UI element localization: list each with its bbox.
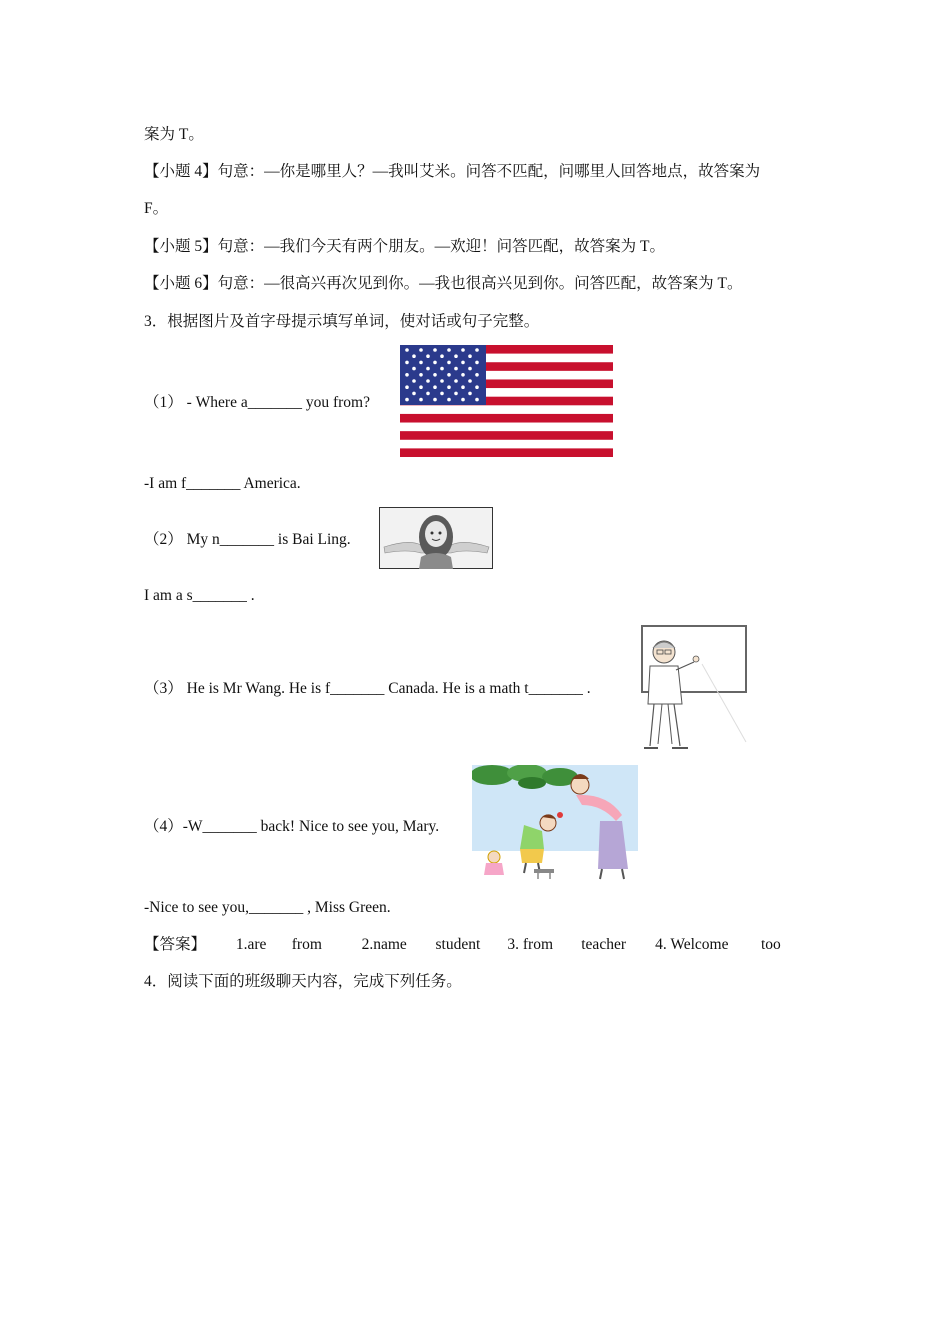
section3-heading: 3．根据图片及首字母提示填写单词，使对话或句子完整。: [144, 313, 540, 330]
item4-question: （4）-W_______ back! Nice to see you, Mary.: [144, 818, 440, 835]
flag-star: [405, 361, 409, 365]
flag-star: [447, 398, 451, 402]
flag-star: [419, 373, 423, 377]
flag-star: [433, 348, 437, 352]
answer-4: student: [435, 936, 481, 953]
flag-star: [419, 348, 423, 352]
flag-star: [440, 392, 444, 396]
answer-2: from: [291, 936, 322, 953]
flag-star: [461, 361, 465, 365]
flag-star: [440, 367, 444, 371]
answer-row: [144, 934, 791, 956]
flag-star: [412, 379, 416, 383]
flag-star: [405, 385, 409, 389]
answer-7: 4. Welcome: [655, 936, 729, 953]
flag-star: [419, 398, 423, 402]
explanation-q6: 【小题 6】句意：—很高兴再次见到你。—我也很高兴见到你。问答匹配，故答案为 T。: [144, 275, 743, 292]
flag-star: [412, 367, 416, 371]
flag-star: [468, 367, 472, 371]
flag-star: [475, 361, 479, 365]
flag-star: [454, 354, 458, 358]
flag-stripe: [400, 405, 613, 414]
explanation-q4-cont: F。: [144, 200, 169, 217]
answer-label: 【答案】: [144, 936, 207, 953]
flag-star: [405, 348, 409, 352]
section4-heading: 4．阅读下面的班级聊天内容，完成下列任务。: [144, 973, 462, 990]
flag-stripe: [400, 448, 613, 457]
flag-star: [475, 373, 479, 377]
flag-star: [433, 373, 437, 377]
explanation-q4: 【小题 4】句意：—你是哪里人？—我叫艾米。问答不匹配，问哪里人回答地点，故答案为: [144, 163, 761, 180]
flag-stripe: [400, 431, 613, 440]
flag-star: [412, 392, 416, 396]
flag-stripe: [400, 423, 613, 432]
flag-star: [461, 373, 465, 377]
flag-star: [454, 367, 458, 371]
flag-star: [433, 361, 437, 365]
flag-star: [454, 392, 458, 396]
item1-answer-line: -I am f_______ America.: [144, 475, 301, 492]
answer-3: 2.name: [361, 936, 407, 953]
flag-star: [468, 379, 472, 383]
item3-question: （3） He is Mr Wang. He is f_______ Canada. He is a math t_______ .: [144, 680, 591, 697]
flag-stripe: [400, 440, 613, 449]
flag-star: [426, 354, 430, 358]
flag-star: [447, 373, 451, 377]
flag-star: [405, 373, 409, 377]
flag-star: [475, 385, 479, 389]
explanation-q5: 【小题 5】句意：—我们今天有两个朋友。—欢迎！问答匹配，故答案为 T。: [144, 238, 665, 255]
answer-8: too: [761, 936, 781, 953]
item2-question: （2） My n_______ is Bai Ling.: [144, 531, 351, 548]
greeting-illustration: [472, 765, 638, 881]
flag-star: [405, 398, 409, 402]
answer-6: teacher: [581, 936, 626, 953]
flag-star: [468, 392, 472, 396]
flag-star: [454, 379, 458, 383]
flag-star: [419, 385, 423, 389]
item2-answer-line: I am a s_______ .: [144, 587, 255, 604]
flag-star: [475, 348, 479, 352]
flag-star: [447, 361, 451, 365]
flag-star: [412, 354, 416, 358]
flag-star: [433, 385, 437, 389]
explanation-line-1: 案为 T。: [144, 126, 204, 143]
item4-answer-line: -Nice to see you,_______ , Miss Green.: [144, 899, 391, 916]
girl-photo: [379, 507, 493, 569]
flag-star: [426, 392, 430, 396]
teacher-illustration: [640, 624, 750, 752]
flag-star: [447, 385, 451, 389]
flag-star: [461, 348, 465, 352]
flag-star: [440, 379, 444, 383]
answer-1: 1.are: [235, 936, 267, 953]
flag-star: [433, 398, 437, 402]
flag-star: [461, 398, 465, 402]
flag-star: [419, 361, 423, 365]
flag-stripe: [400, 414, 613, 423]
flag-star: [440, 354, 444, 358]
item1-question: （1） - Where a_______ you from?: [144, 394, 370, 411]
flag-star: [447, 348, 451, 352]
us-flag-image: [400, 345, 613, 457]
flag-star: [426, 367, 430, 371]
flag-star: [475, 398, 479, 402]
flag-star: [461, 385, 465, 389]
answer-5: 3. from: [507, 936, 554, 953]
flag-star: [426, 379, 430, 383]
flag-star: [468, 354, 472, 358]
